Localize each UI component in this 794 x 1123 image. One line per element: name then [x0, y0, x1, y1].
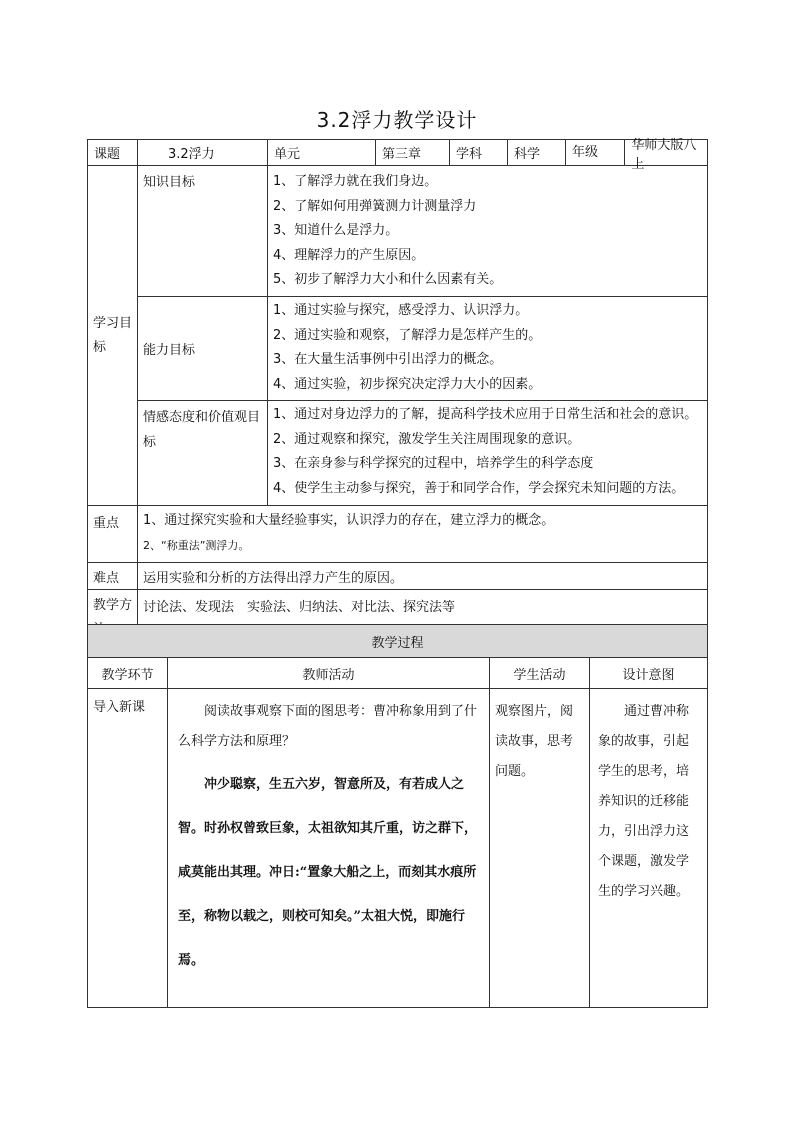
- list-item: 1、通过对身边浮力的了解，提高科学技术应用于日常生活和社会的意识。: [273, 407, 698, 422]
- subject-label: 学科: [450, 140, 508, 166]
- table-row: [88, 689, 708, 1008]
- course-label: 课题: [88, 140, 138, 166]
- list-item: 3、在大量生活事例中引出浮力的概念。: [273, 352, 503, 367]
- grade-label: 年级: [566, 140, 625, 165]
- difficulty-row: [88, 563, 708, 590]
- method-label: 教学方: [88, 590, 138, 645]
- column-header: 设计意图: [590, 658, 708, 689]
- emotion-goal-row: [88, 401, 708, 506]
- column-header: 教学环节: [88, 658, 168, 689]
- design-intent: 通过曹冲称象的故事，引起学生的思考，培养知识的迁移能力，引出浮力这个课题，激发学生的学习兴趣。: [598, 704, 690, 899]
- list-item: 2、“称重法”测浮力。: [143, 538, 250, 552]
- ability-goal-list: [268, 297, 708, 401]
- key-points-row: [88, 506, 708, 563]
- student-activity-cell: [490, 689, 590, 1008]
- list-item: 3、在亲身参与科学探究的过程中，培养学生的科学态度: [273, 456, 594, 471]
- list-item: 4、理解浮力的产生原因。: [273, 247, 425, 263]
- header-row: [88, 140, 708, 166]
- list-item: 1、通过实验与探究，感受浮力、认识浮力。: [273, 303, 529, 318]
- list-item: 4、通过实验，初步探究决定浮力大小的因素。: [273, 376, 542, 392]
- key-points-label: 重点: [88, 506, 138, 563]
- design-intent-cell: [590, 689, 708, 1008]
- list-item: 2、了解如何用弹簧测力计测量浮力: [273, 198, 477, 214]
- list-item: 2、通过实验和观察，了解浮力是怎样产生的。: [273, 327, 542, 343]
- list-item: 1、通过探究实验和大量经验事实，认识浮力的存在，建立浮力的概念。: [143, 513, 555, 528]
- list-item: 4、使学生主动参与探究，善于和同学合作，学会探究未知问题的方法。: [273, 480, 685, 496]
- teacher-story: 冲少聪察，生五六岁，智意所及，有若成人之智。时孙权曾致巨象，太祖欲知其斤重，访之群下，咸莫能出其理。冲日:“置象大船之上，而刻其水痕所至，称物以载之，则校可知矣。”太祖大悦，即施行焉。: [178, 777, 478, 968]
- page-title: 3.2浮力教学设计: [316, 108, 478, 132]
- teacher-intro: 阅读故事观察下面的图思考：曹冲称象用到了什么科学方法和原理？: [178, 704, 478, 749]
- emotion-goal-label: 情感态度和价值观目标: [138, 401, 268, 506]
- student-activity: 观察图片，阅读故事，思考问题。: [495, 704, 574, 779]
- knowledge-goal-row: [88, 166, 708, 297]
- process-column-header: [88, 658, 708, 689]
- grade-value: 华师大版八上: [631, 137, 697, 172]
- list-item: 3、知道什么是浮力。: [273, 223, 399, 238]
- process-table: [87, 624, 708, 1008]
- goals-label: 学习目标: [88, 166, 138, 506]
- course-value: 3.2浮力: [138, 140, 268, 166]
- knowledge-goal-list: [268, 166, 708, 297]
- process-heading: 教学过程: [88, 625, 708, 658]
- stage-cell: 导入新课: [88, 689, 168, 1008]
- ability-goal-row: [88, 297, 708, 401]
- method-text: 讨论法、发现法 实验法、归纳法、对比法、探究法等: [138, 590, 708, 645]
- difficulty-text: 运用实验和分析的方法得出浮力产生的原因。: [138, 563, 708, 590]
- lesson-info-table: [87, 139, 708, 645]
- teacher-activity-cell: [168, 689, 490, 1008]
- subject-value: 科学: [508, 140, 566, 166]
- column-header: 学生活动: [490, 658, 590, 689]
- list-item: 1、了解浮力就在我们身边。: [273, 174, 438, 189]
- unit-value: 第三章: [376, 140, 450, 166]
- list-item: 2、通过观察和探究，激发学生关注周围现象的意识。: [273, 431, 581, 447]
- column-header: 教师活动: [168, 658, 490, 689]
- unit-label: 单元: [268, 140, 376, 166]
- knowledge-goal-label: 知识目标: [138, 166, 268, 297]
- list-item: 5、初步了解浮力大小和什么因素有关。: [273, 272, 503, 287]
- key-points-list: [138, 506, 708, 563]
- grade-cell: [566, 137, 708, 172]
- ability-goal-label: 能力目标: [138, 297, 268, 401]
- emotion-goal-list: [268, 401, 708, 506]
- difficulty-label: 难点: [88, 563, 138, 590]
